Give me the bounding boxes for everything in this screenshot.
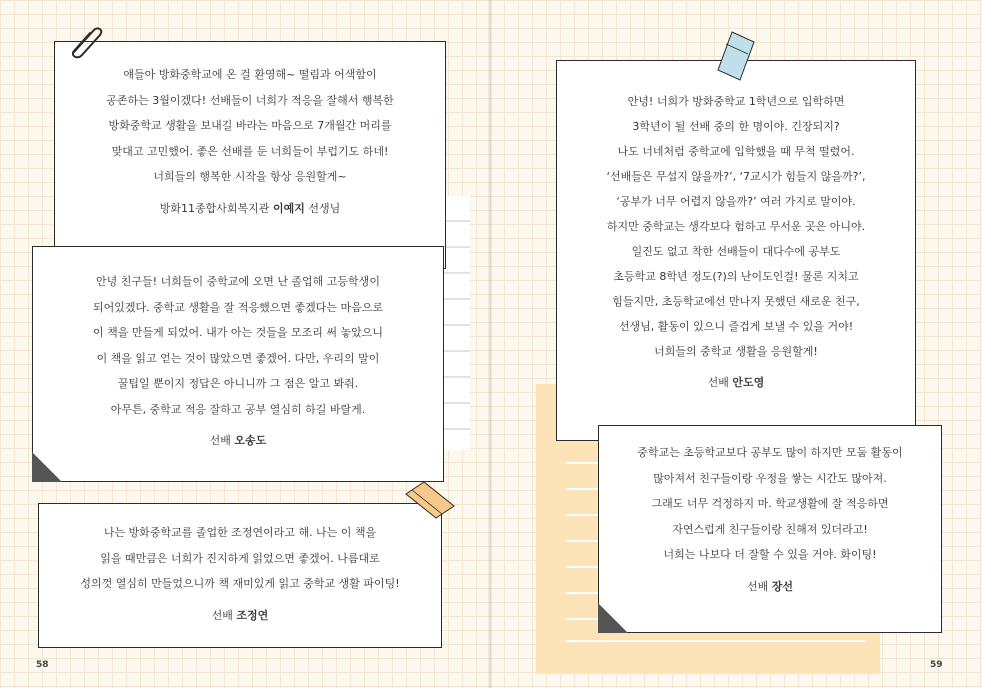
note-line: 방화중학교 생활을 보내길 바라는 마음으로 7개월간 머리를 — [108, 119, 392, 132]
note-line: 되어있겠다. 중학교 생활을 잘 적응했으면 좋겠다는 마음으로 — [92, 300, 384, 314]
note-line: 하지만 중학교는 생각보다 험하고 무서운 곳은 아니야. — [606, 220, 866, 233]
sig-prefix: 선배 — [211, 608, 237, 622]
sig-name: 조정연 — [236, 608, 269, 622]
folded-corner — [598, 603, 628, 633]
note-jojeongyeon-signature — [39, 603, 441, 629]
note-jangseon-text — [599, 440, 941, 568]
note-andoyeong-text — [557, 89, 915, 364]
page-number-left: 58 — [36, 660, 49, 670]
note-line: 초등학교 8학년 정도(?)의 난이도인걸! 물론 지치고 — [613, 270, 859, 283]
note-line: 선생님, 활동이 있으니 즐겁게 보낼 수 있을 거야! — [618, 320, 854, 333]
note-jojeongyeon-text — [39, 520, 441, 597]
sig-prefix: 방화11종합사회복지관 — [159, 201, 273, 215]
sig-name: 안도영 — [732, 376, 765, 389]
note-line: 그래도 너무 걱정하지 마. 학교생활에 잘 적응하면 — [651, 497, 889, 510]
note-line: 맞대고 고민했어. 좋은 선배를 둔 너희들이 부럽기도 하네! — [111, 144, 389, 158]
note-line: 얘들아 방화중학교에 온 걸 환영해~ 떨림과 어색함이 — [123, 68, 377, 81]
note-line: 이 책을 만들게 되었어. 내가 아는 것들을 모조리 써 놓았으니 — [93, 326, 383, 339]
note-osongdo-signature — [33, 428, 443, 454]
book-gutter — [488, 0, 492, 688]
sig-prefix: 선배 — [707, 376, 733, 389]
note-line: 나는 방화중학교를 졸업한 조정연이라고 해. 나는 이 책을 — [103, 526, 377, 539]
note-jojeongyeon — [38, 503, 442, 648]
note-line: 공존하는 3월이겠다! 선배들이 너희가 적응을 잘해서 행복한 — [106, 93, 394, 107]
paperclip-icon — [60, 22, 106, 62]
note-jangseon-signature — [599, 574, 941, 600]
sig-name: 이예지 — [272, 201, 305, 215]
note-line: 성의껏 열심히 만들었으니까 책 재미있게 읽고 중학교 생활 파이팅! — [80, 577, 400, 590]
note-line: 힘들지만, 초등학교에선 만나지 못했던 새로운 친구, — [612, 295, 860, 308]
note-andoyeong-signature — [557, 370, 915, 395]
tape-blue — [714, 30, 760, 82]
sig-name: 장선 — [771, 579, 793, 593]
sig-suffix: 선생님 — [304, 201, 341, 215]
note-line: 자연스럽게 친구들이랑 친해져 있더라고! — [672, 522, 868, 536]
note-teacher-signature — [55, 196, 445, 222]
note-line: 너희들의 중학교 생활을 응원할게! — [654, 345, 818, 358]
page-number-right: 59 — [930, 660, 943, 670]
note-line: 많아져서 친구들이랑 우정을 쌓는 시간도 많아져. — [653, 471, 887, 485]
sig-prefix: 선배 — [746, 579, 772, 593]
sig-prefix: 선배 — [209, 434, 235, 447]
note-line: 너희들의 행복한 시작을 항상 응원할게~ — [153, 170, 347, 183]
note-osongdo — [32, 246, 444, 482]
note-line: 꿀팁일 뿐이지 정답은 아니니까 그 점은 알고 봐줘. — [117, 377, 359, 390]
tape-peach — [402, 480, 458, 520]
note-line: 안녕 친구들! 너희들이 중학교에 오면 난 졸업해 고등학생이 — [96, 275, 380, 288]
note-line: 3학년이 될 선배 중의 한 명이야. 긴장되지? — [632, 120, 840, 133]
note-andoyeong — [556, 60, 916, 441]
note-line: 나도 너네처럼 중학교에 입학했을 때 무척 떨렸어. — [617, 145, 855, 158]
note-jangseon — [598, 425, 942, 633]
note-line: ‘공부가 너무 어렵지 않을까?’ 여러 가지로 말이야. — [616, 195, 856, 208]
note-teacher — [54, 41, 446, 269]
note-line: ‘선배들은 무섭지 않을까?’, ‘7교시가 힘들지 않을까?’, — [606, 170, 866, 183]
note-line: 읽을 때만큼은 너희가 진지하게 읽었으면 좋겠어. 나름대로 — [100, 551, 380, 565]
ruled-line — [566, 640, 866, 642]
note-teacher-text — [55, 62, 445, 190]
note-line: 중학교는 초등학교보다 공부도 많이 하지만 모둠 활동이 — [637, 446, 903, 459]
note-line: 안녕! 너희가 방화중학교 1학년으로 입학하면 — [627, 95, 845, 108]
note-osongdo-text — [33, 269, 443, 422]
sig-name: 오송도 — [234, 434, 267, 447]
note-line: 아무튼, 중학교 적응 잘하고 공부 열심히 하길 바랄게. — [110, 402, 366, 416]
note-line: 일진도 없고 착한 선배들이 대다수에 공부도 — [631, 245, 841, 258]
note-line: 너희는 나보다 더 잘할 수 있을 거야. 화이팅! — [663, 548, 877, 561]
folded-corner — [32, 452, 62, 482]
note-line: 이 책을 읽고 얻는 것이 많았으면 좋겠어. 다만, 우리의 말이 — [96, 351, 380, 365]
